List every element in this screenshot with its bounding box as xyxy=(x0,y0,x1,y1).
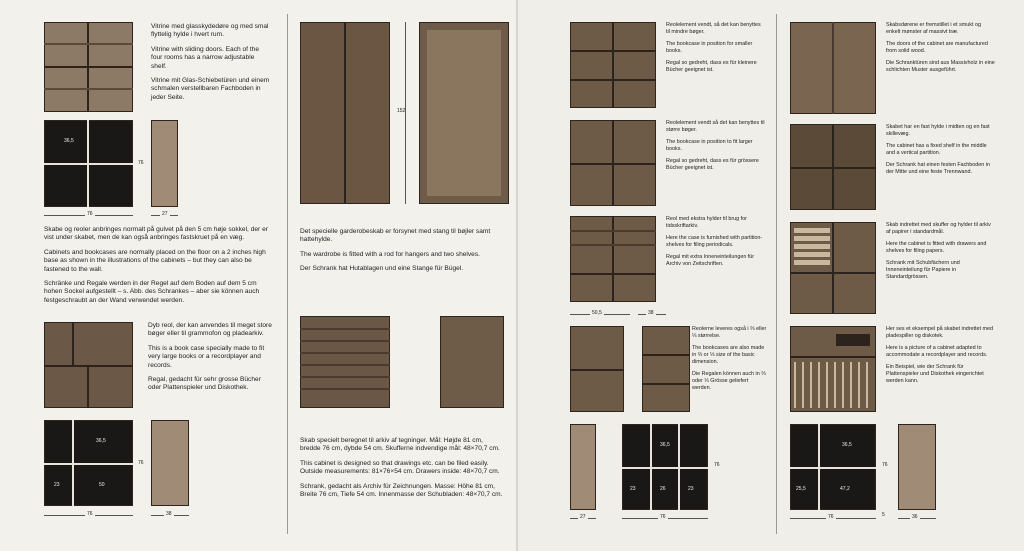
br-width-dim: 76 xyxy=(828,514,834,520)
bl-depth-dim: 27 xyxy=(580,514,586,520)
floor-da: Skabe og reoler anbringes normalt på gulvet på den 5 cm høje sokkel, der er vist under skabet, men de kan også anbringes fastskruet på en væg. xyxy=(44,226,268,242)
deep-shelf-text xyxy=(148,322,273,399)
vitrine-width-dim: 76 xyxy=(87,211,93,217)
deep-width-dim: 76 xyxy=(87,511,93,517)
shelf-small-en: The bookcase in position for smaller books. xyxy=(666,41,753,54)
wardrobe-open-photo xyxy=(419,22,509,204)
drawers-en: Here the cabinet is fitted with drawers and shelves for filing papers. xyxy=(886,241,987,254)
bookcase-large-photo xyxy=(570,120,656,206)
fixed-de: Der Schrank hat einen festen Fachboden in der Mitte und eine feste Trennwand. xyxy=(886,162,990,175)
mid-dim-b: 38 xyxy=(648,310,654,316)
bl-height-dim: 76 xyxy=(714,462,720,468)
bl-inner-dim: 36,5 xyxy=(660,442,670,448)
bl-dim-a: 23 xyxy=(630,486,636,492)
archive-side-photo xyxy=(440,316,504,408)
deep-shelf-en: This is a book case specially made to fit very large books or a recordplayer and records. xyxy=(148,344,265,369)
vitrine-front-diagram xyxy=(44,120,133,207)
cabinet-front-diagram xyxy=(790,424,876,510)
vitrine-depth-dim: 27 xyxy=(162,211,168,217)
record-en: Here is a picture of a cabinet adapted to accommodate a recordplayer and records. xyxy=(886,345,988,358)
wardrobe-de: Der Schrank hat Hutablagen und eine Stange für Bügel. xyxy=(300,265,464,273)
br-base-dim: 5 xyxy=(882,512,885,518)
br-dim-a: 25,5 xyxy=(796,486,806,492)
drawers-da: Skab indrettet med skuffer og hylder til arkiv af papirer i standardmål. xyxy=(886,222,991,235)
solid-da: Skabsdørene er fremstillet i et smukt og enkelt mønster af massivt træ. xyxy=(886,22,981,35)
bookcase-one-third-photo xyxy=(642,326,690,412)
periodicals-text xyxy=(666,216,766,273)
fixed-da: Skabet har en fast hylde i midten og en fast skillevæg. xyxy=(886,124,990,137)
archive-en: This cabinet is designed so that drawings etc. can be filed easily. Outside measurements: 81×76×54 cm. Drawers inside: 48×70,7 cm. xyxy=(300,459,500,476)
solid-en: The doors of the cabinet are manufactured from solid wood. xyxy=(886,41,988,54)
record-de: Ein Beispiel, wie der Schrank für Plattenspieler und Diskothek eingerichtet werden kann. xyxy=(886,364,984,384)
recordplayer-photo xyxy=(790,326,876,412)
deep-shelf-da: Dyb reol, der kan anvendes til meget store bøger eller til grammofon og pladearkiv. xyxy=(148,322,272,338)
vitrine-text xyxy=(151,23,271,108)
deep-dim-c: 50 xyxy=(99,482,105,488)
shelf-large-de: Regal so gedreht, dass es für grössere Bücher geeignet ist. xyxy=(666,158,759,171)
vitrine-en: Vitrine with sliding doors. Each of the four rooms has a narrow adjustable shelf. xyxy=(151,45,260,70)
periodicals-en: Here the case is furnished with partition-shelves for filing periodicals. xyxy=(666,235,763,248)
shelf-small-de: Regal so gedreht, dass es für kleinere Bücher geeignet ist. xyxy=(666,60,757,73)
shelf-large-en: The bookcase in position to fit larger books. xyxy=(666,139,753,152)
vitrine-side-diagram xyxy=(151,120,178,207)
sizes-en: The bookcases are also made in ⅔ or ⅓ size of the basic dimension. xyxy=(692,345,765,365)
solid-doors-photo xyxy=(790,22,876,114)
br-height-dim: 76 xyxy=(882,462,888,468)
vitrine-de: Vitrine mit Glas-Schiebetüren und einem schmalen verstellbaren Fachboden in jeder Seite. xyxy=(151,77,270,101)
record-da: Her ses et eksempel på skabet indrettet med pladespiller og diskotek. xyxy=(886,326,993,339)
deep-shelf-diagram xyxy=(44,420,133,506)
wardrobe-text xyxy=(300,228,505,280)
br-dim-b: 47,2 xyxy=(840,486,850,492)
filing-drawers-photo xyxy=(790,222,876,314)
deep-shelf-de: Regal, gedacht für sehr grosse Bücher oder Plattenspieler und Diskothek. xyxy=(148,376,261,392)
sizes-da: Reolerne leveres også i ⅔ eller ⅓ størrelse. xyxy=(692,326,767,339)
archive-text xyxy=(300,437,505,505)
bookcase-two-thirds-photo xyxy=(570,326,624,412)
deep-height-dim: 76 xyxy=(138,460,144,466)
bookcase-small-photo xyxy=(570,22,656,108)
sizes-de: Die Regalen können auch in ⅔ oder ⅓ Grösse geliefert werden. xyxy=(692,371,766,391)
bookcase-large-text xyxy=(666,120,766,177)
deep-shelf-side-diagram xyxy=(151,420,189,506)
archive-da: Skab specielt beregnet til arkiv af tegninger. Mål: Højde 81 cm, bredde 76 cm, dybde 54 cm. Skufferne indvendige mål: 48×70,7 cm. xyxy=(300,437,500,453)
solid-de: Die Schranktüren sind aus Massivholz in eine schlichten Muster ausgeführt. xyxy=(886,60,995,73)
br-inner-dim: 36,5 xyxy=(842,442,852,448)
vitrine-height-dim: 76 xyxy=(138,160,144,166)
wardrobe-photo xyxy=(300,22,390,204)
wardrobe-en: The wardrobe is fitted with a rod for hangers and two shelves. xyxy=(300,250,480,258)
inner-dim: 36,5 xyxy=(64,138,74,144)
bookcase-small-text xyxy=(666,22,766,79)
deep-dim-a: 36,5 xyxy=(96,438,106,444)
sizes-text xyxy=(692,326,768,397)
wardrobe-height-dim: 152 xyxy=(397,108,406,114)
floor-en: Cabinets and bookcases are normally placed on the floor on a 2 inches high base as shown in the illustrations of the cabinets – but they can also be fastened to the wall. xyxy=(44,248,266,273)
bookcase-front-diagram xyxy=(622,424,708,510)
record-text xyxy=(886,326,996,390)
fixed-text xyxy=(886,124,996,181)
vitrine-photo xyxy=(44,22,133,112)
fixed-shelf-photo xyxy=(790,124,876,210)
solid-text xyxy=(886,22,996,79)
deep-dim-b: 23 xyxy=(54,482,60,488)
right-page xyxy=(518,0,1024,551)
cabinet-side-diagram xyxy=(898,424,936,510)
drawers-text xyxy=(886,222,996,286)
wardrobe-da: Det specielle garderobeskab er forsynet med stang til bøjler samt hattehylde. xyxy=(300,228,491,244)
deep-shelf-photo xyxy=(44,322,133,408)
deep-depth-dim: 38 xyxy=(166,511,172,517)
shelf-large-da: Reolelement vendt så det kan benyttes til større bøger. xyxy=(666,120,765,133)
periodicals-de: Regal mit extra Inneneinteilungen für Archiv von Zeitschriften. xyxy=(666,254,755,267)
archive-drawers-photo xyxy=(300,316,390,408)
bl-dim-b: 26 xyxy=(660,486,666,492)
fixed-en: The cabinet has a fixed shelf in the middle and a vertical partition. xyxy=(886,143,987,156)
periodicals-da: Reol med ekstra hylder til brug for tidsskriftarkiv. xyxy=(666,216,747,229)
floor-de: Schränke und Regale werden in der Regel auf dem Boden auf dem 5 cm hohen Sockel aufgestellt – s. Abb. des Schrankes – aber sie können auch festgeschraubt an der Wand verwendet werden. xyxy=(44,280,260,304)
bookcase-side-diagram xyxy=(570,424,596,510)
br-depth-dim: 36 xyxy=(912,514,918,520)
vitrine-da: Vitrine med glasskydedøre og med smal flyttelig hylde i hvert rum. xyxy=(151,23,269,39)
periodicals-photo xyxy=(570,216,656,302)
floor-text xyxy=(44,226,276,311)
shelf-small-da: Reolelement vendt, så det kan benyttes til mindre bøger. xyxy=(666,22,761,35)
drawers-de: Schrank mit Schubfächern und Inneneinteilung für Papiere in Standardgrössen. xyxy=(886,260,960,280)
bl-width-dim: 76 xyxy=(660,514,666,520)
bl-dim-c: 23 xyxy=(688,486,694,492)
mid-dim-a: 50,5 xyxy=(592,310,602,316)
archive-de: Schrank, gedacht als Archiv für Zeichnungen. Masse: Höhe 81 cm, Breite 76 cm, Tiefe 54 cm. Innenmasse der Schubladen: 48×70,7 cm. xyxy=(300,482,503,499)
